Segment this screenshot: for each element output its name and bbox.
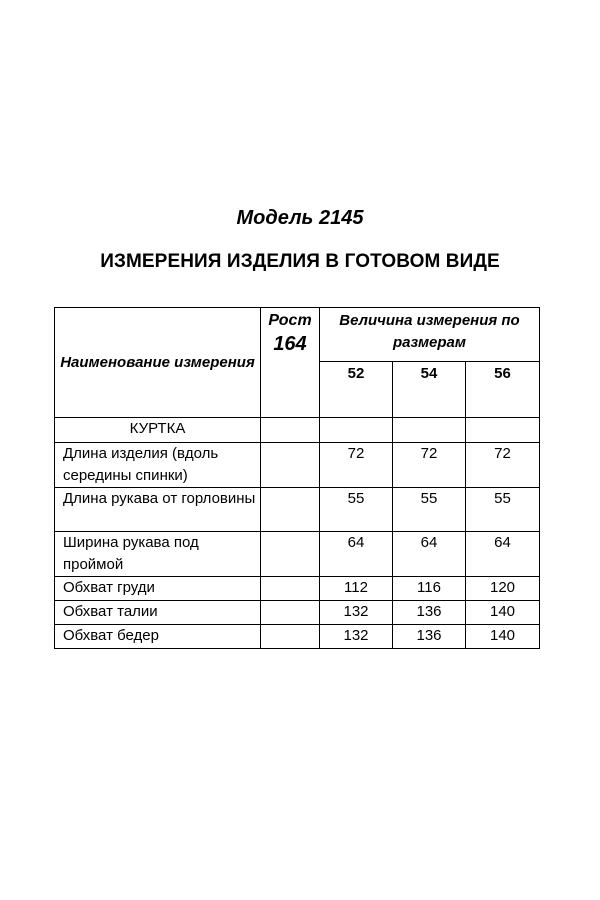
- size-value: 72: [466, 443, 540, 488]
- table-row: [55, 443, 540, 488]
- measurement-name: Обхват бедер: [55, 625, 261, 649]
- section-empty-cell: [320, 418, 393, 443]
- measurement-name: Длина рукава от горловины: [55, 488, 261, 532]
- size-values-header: [320, 308, 540, 362]
- size-header-56: 56: [466, 362, 540, 418]
- document-title: ИЗМЕРЕНИЯ ИЗДЕЛИЯ В ГОТОВОМ ВИДЕ: [100, 251, 500, 272]
- size-value: 132: [320, 601, 393, 625]
- size-values-header-text: Величина измерения по размерам: [339, 312, 520, 351]
- table-row: [55, 577, 540, 601]
- table-row: [55, 488, 540, 532]
- measurement-name: Обхват груди: [55, 577, 261, 601]
- size-value: 55: [393, 488, 466, 532]
- height-cell: [261, 577, 320, 601]
- size-value: 72: [393, 443, 466, 488]
- height-header: [261, 308, 320, 418]
- model-title: Модель 2145: [236, 207, 364, 229]
- size-value: 55: [320, 488, 393, 532]
- size-value: 64: [320, 532, 393, 577]
- table-row: [55, 601, 540, 625]
- measurement-name: Обхват талии: [55, 601, 261, 625]
- height-cell: [261, 625, 320, 649]
- size-value: 132: [320, 625, 393, 649]
- size-value: 136: [393, 625, 466, 649]
- size-value: 55: [466, 488, 540, 532]
- section-empty-cell: [393, 418, 466, 443]
- measurement-name: Ширина рукава под проймой: [55, 532, 261, 577]
- table-row: [55, 532, 540, 577]
- measurements-table: [54, 307, 540, 649]
- size-value: 116: [393, 577, 466, 601]
- height-cell: [261, 488, 320, 532]
- size-value: 64: [393, 532, 466, 577]
- size-value: 72: [320, 443, 393, 488]
- measurement-name-header-text: Наименование измерения: [60, 353, 255, 371]
- height-label: Рост: [268, 312, 312, 329]
- section-empty-cell: [466, 418, 540, 443]
- size-header-52: 52: [320, 362, 393, 418]
- height-cell: [261, 443, 320, 488]
- size-value: 112: [320, 577, 393, 601]
- size-value: 120: [466, 577, 540, 601]
- size-value: 140: [466, 601, 540, 625]
- measurement-name: Длина изделия (вдоль середины спинки): [55, 443, 261, 488]
- size-value: 140: [466, 625, 540, 649]
- height-cell: [261, 532, 320, 577]
- height-value: 164: [273, 333, 307, 355]
- measurement-name-header: [55, 308, 261, 418]
- size-value: 136: [393, 601, 466, 625]
- size-value: 64: [466, 532, 540, 577]
- section-empty-cell: [261, 418, 320, 443]
- table-row: [55, 625, 540, 649]
- height-cell: [261, 601, 320, 625]
- size-header-54: 54: [393, 362, 466, 418]
- section-label: КУРТКА: [55, 418, 261, 443]
